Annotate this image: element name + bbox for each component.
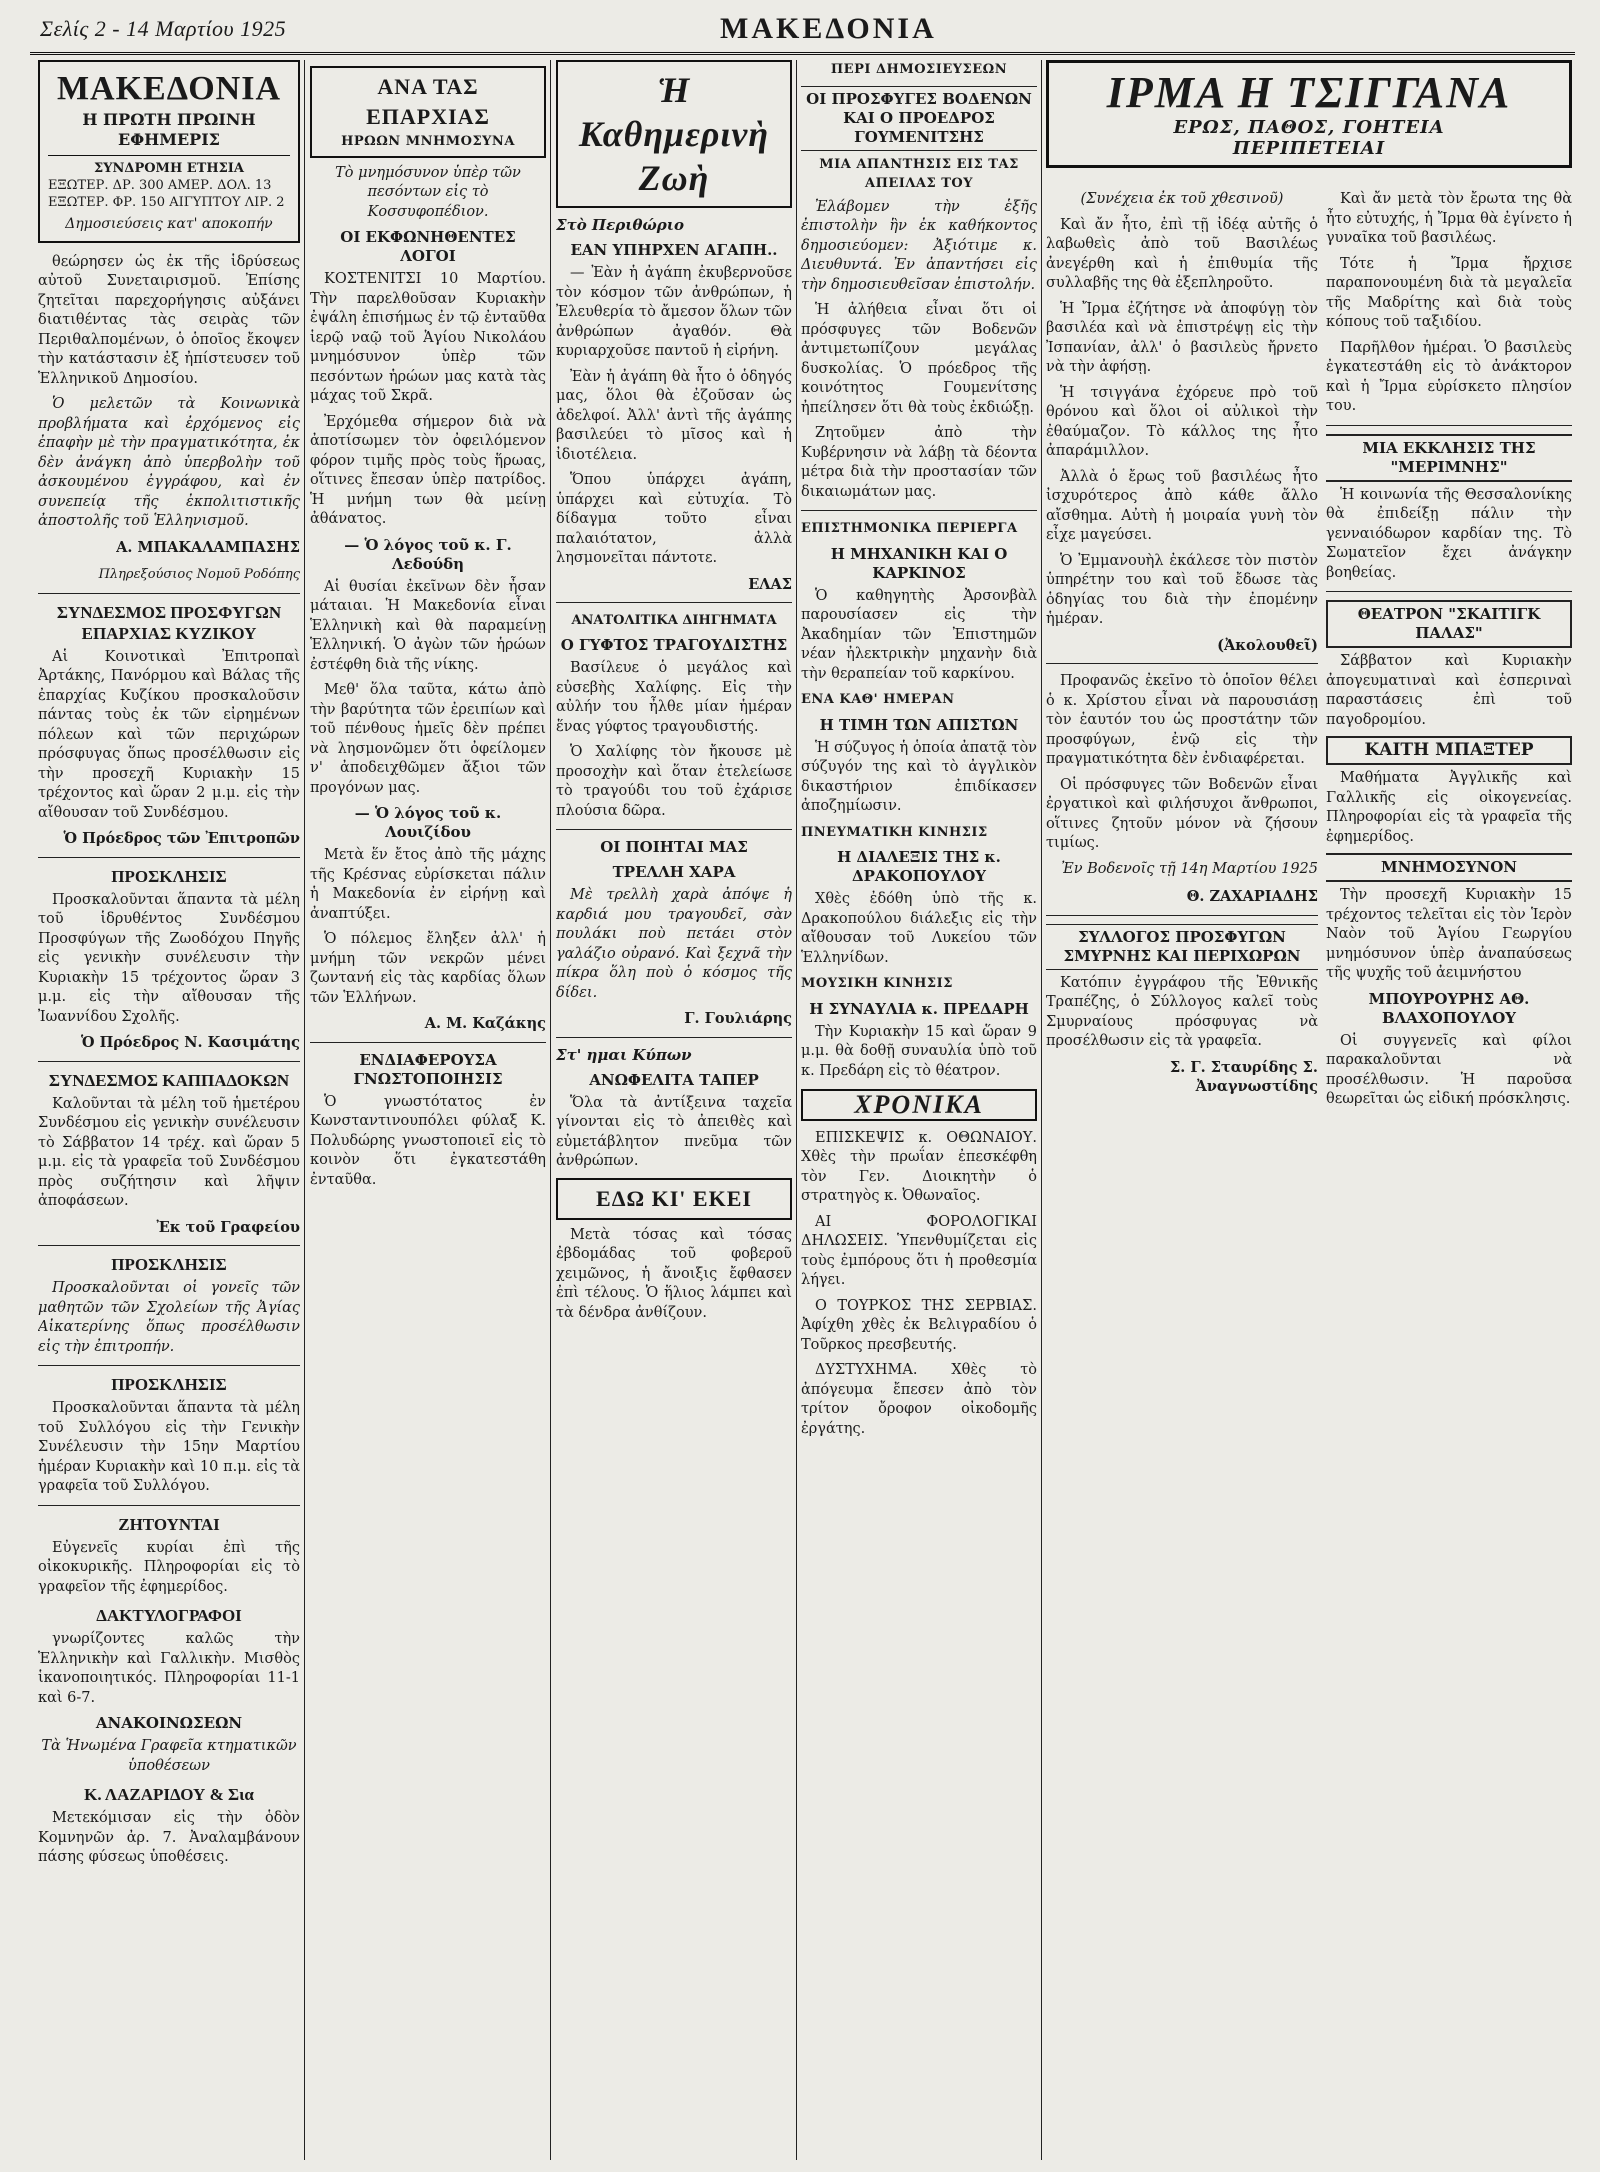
news-item: ΕΠΙΣΚΕΨΙΣ κ. ΟΘΩΝΑΙΟΥ. Χθὲς τὴν πρωΐαν ἐπεσκέφθη τὸν Γεν. Διοικητὴν ὁ στρατηγὸς κ. Ὀθωναῖος. <box>801 1129 1037 1204</box>
article-paragraph: Ὁ καθηγητὴς Ἀρσονβὰλ παρουσίασεν εἰς τὴν Ἀκαδημίαν τῶν Ἐπιστημῶν νέαν ἠλεκτρικὴν μηχανὴν διὰ τὴν θεραπείαν τοῦ καρκίνου. <box>801 587 1037 682</box>
serial-title-box <box>1046 60 1572 168</box>
article-subheading: — Ὁ λόγος τοῦ κ. Γ. Λεδούδη <box>344 535 512 573</box>
article-paragraph: ΚΟΣΤΕΝΙΤΣΙ 10 Μαρτίου. Τὴν παρελθοῦσαν Κυριακὴν ἐψάλη ἐπισήμως ἐν τῷ ἐνταῦθα ἱερῷ ναῷ τοῦ Ἁγίου Νικολάου μνημόσυνον ὑπὲρ τῶν πεσόντων ἡρώων μας κατὰ τὰς μάχας τοῦ Σκρᾶ. <box>310 271 546 404</box>
article-paragraph: Ἡ κοινωνία τῆς Θεσσαλονίκης θὰ ἐπιδείξῃ πάλιν τὴν γενναιόδωρον καρδίαν της. Τὸ Σωματεῖον ἔχει ἀνάγκην βοηθείας. <box>1326 486 1572 581</box>
article-heading: Η ΣΥΝΑΥΛΙΑ κ. ΠΡΕΔΑΡΗ <box>809 999 1029 1018</box>
article-paragraph: Ὁ μελετῶν τὰ Κοινωνικὰ προβλήματα καὶ ἐρχόμενος εἰς ἐπαφὴν μὲ τὴν πραγματικότητα, ἐκ δὲν ἀνάγκη ἀπὸ ὑπερβολὴν τοῦ ἀσκουμένου ἐγγράφου, καὶ ἐν συνεπείᾳ τῆς ἐκπολιτιστικῆς ἀποστολῆς τοῦ Ἑλληνισμοῦ. <box>38 396 300 529</box>
signature: Α. Μ. Καζάκης <box>424 1015 546 1032</box>
divider <box>556 1037 792 1038</box>
section-heading: ΣΥΝΔΕΣΜΟΣ ΚΑΠΠΑΔΟΚΩΝ <box>48 1070 290 1090</box>
divider <box>38 1061 300 1062</box>
section-heading: ΣΥΝΔΕΣΜΟΣ ΠΡΟΣΦΥΓΩΝ ΕΠΑΡΧΙΑΣ ΚΥΖΙΚΟΥ <box>56 602 282 643</box>
section-heading: ΖΗΤΟΥΝΤΑΙ <box>118 1514 220 1534</box>
section-heading: ΔΑΚΤΥΛΟΓΡΑΦΟΙ <box>96 1606 242 1625</box>
serial-subtitle: ΕΡΩΣ, ΠΑΘΟΣ, ΓΟΗΤΕΙΑ <box>1173 117 1445 138</box>
serial-continuation-note: (Συνέχεια ἐκ τοῦ χθεσινοῦ) <box>1080 191 1284 207</box>
article-paragraph: Αἱ Κοινοτικαὶ Ἐπιτροπαὶ Ἀρτάκης, Πανόρμου καὶ Βάλας τῆς ἐπαρχίας Κυζίκου προσκαλοῦσιν πάντας τοὺς ἐκ τῶν εἰρημένων πόλεων καὶ τῶν περιχώρων πρόσφυγας ὅπως προσέλθωσιν εἰς τὴν προσεχῆ Κυριακὴν 15 τρέχοντος καὶ ὥραν 2 μ.μ. εἰς τὴν αἴθουσαν τοῦ Συνδέσμου. <box>38 648 300 821</box>
serial-title: ΙΡΜΑ Η ΤΣΙΓΓΑΝΑ <box>1106 68 1512 117</box>
section-kicker: ΕΝΑ ΚΑΘ' ΗΜΕΡΑΝ <box>801 692 955 707</box>
article-subheading: ΜΙΑ ΑΠΑΝΤΗΣΙΣ ΕΙΣ ΤΑΣ ΑΠΕΙΛΑΣ ΤΟΥ <box>819 156 1019 191</box>
divider <box>38 593 300 594</box>
advert-heading: ΚΑΙΤΗ ΜΠΑΞΤΕΡ <box>1326 736 1572 765</box>
masthead <box>30 6 1575 55</box>
signature: Ἐκ τοῦ Γραφείου <box>156 1218 300 1236</box>
section-heading: ΠΡΟΣΚΛΗΣΙΣ <box>111 866 227 886</box>
section-subtitle: ΗΡΩΩΝ ΜΝΗΜΟΣΥΝΑ <box>341 134 515 149</box>
article-paragraph: Ὁ Χαλίφης τὸν ἤκουσε μὲ προσοχὴν καὶ ὅταν ἐτελείωσε τὸ τραγούδι του τοῦ ἐχάρισε πλούσια δῶρα. <box>556 744 792 819</box>
signature: Α. ΜΠΑΚΑΛΑΜΠΑΣΗΣ <box>116 538 300 556</box>
notice-heading: ΜΝΗΜΟΣΥΝΟΝ <box>1326 853 1572 882</box>
article-paragraph: Προσκαλοῦνται οἱ γονεῖς τῶν μαθητῶν τῶν Σχολείων τῆς Ἀγίας Αἰκατερίνης ὅπως προσέλθωσιν εἰς τὴν ἐπιτροπήν. <box>38 1280 300 1355</box>
article-paragraph: Ἐλάβομεν τὴν ἑξῆς ἐπιστολὴν ἣν ἐκ καθήκοντος δημοσιεύομεν: Ἀξιότιμε κ. Διευθυντά. Ἐν ἀπαντήσει εἰς τὴν δημοσιευθεῖσαν ἐπιστολήν. <box>801 198 1037 293</box>
section-title: ΑΝΑ ΤΑΣ ΕΠΑΡΧΙΑΣ <box>366 74 490 129</box>
column-3 <box>556 60 792 2160</box>
article-paragraph: Προφανῶς ἐκεῖνο τὸ ὁποῖον θέλει ὁ κ. Χρίστου εἶναι νὰ παρουσιάσῃ τὸν ἑαυτόν του ὡς προστάτην τῶν προσφύγων, ἐνῷ εἰς τὴν πραγματικότητα δὲν ἐνδιαφέρεται. <box>1046 673 1318 767</box>
nameplate-box <box>38 60 300 243</box>
article-paragraph: Προσκαλοῦνται ἅπαντα τὰ μέλη τοῦ Συλλόγου εἰς τὴν Γενικὴν Συνέλευσιν τὴν 15ην Μαρτίου ἡμέραν Κυριακὴν καὶ 10 π.μ. εἰς τὰ γραφεῖα τοῦ Συλλόγου. <box>38 1400 300 1494</box>
article-heading: ΜΙΑ ΕΚΚΛΗΣΙΣ ΤΗΣ "ΜΕΡΙΜΝΗΣ" <box>1326 434 1572 482</box>
article-paragraph: Οἱ συγγενεῖς καὶ φίλοι παρακαλοῦνται νὰ προσέλθωσιν. Ἡ παροῦσα θεωρεῖται ὡς εἰδική πρόσκλησις. <box>1326 1032 1572 1107</box>
signature: Σ. Γ. Σταυρίδης Σ. Ἀναγνωστίδης <box>1169 1058 1318 1095</box>
divider <box>38 1505 300 1506</box>
signature: Ὁ Πρόεδρος Ν. Κασιμάτης <box>80 1034 300 1051</box>
article-paragraph: Κατόπιν ἐγγράφου τῆς Ἐθνικῆς Τραπέζης, ὁ Σύλλογος καλεῖ τοὺς Σμυρναίους πρόσφυγας νὰ προσέλθωσιν εἰς τὰ γραφεῖα. <box>1046 974 1318 1049</box>
article-paragraph: Ὁ γνωστότατος ἐν Κωνσταντινουπόλει φύλαξ Κ. Πολυδώρης γνωστοποιεῖ εἰς τὸ κοινὸν ὅτι ἐγκατεστάθη ἐνταῦθα. <box>310 1093 546 1188</box>
article-paragraph: Εὐγενεῖς κυρίαι ἐπὶ τῆς οἰκοκυρικῆς. Πληροφορίαι εἰς τὸ γραφεῖον τῆς ἐφημερίδος. <box>38 1539 300 1595</box>
signature: Ὁ Πρόεδρος τῶν Ἐπιτροπῶν <box>63 830 300 847</box>
signature: Θ. ΖΑΧΑΡΙΑΔΗΣ <box>1186 888 1318 905</box>
section-title-kathimerini: Ἡ Καθημερινὴ Ζωὴ <box>556 60 792 208</box>
section-title: ΕΔΩ ΚΙ' ΕΚΕΙ <box>596 1185 752 1211</box>
article-paragraph: Μετεκόμισαν εἰς τὴν ὁδὸν Κομνηνῶν ἀρ. 7. Ἀναλαμβάνουν πάσης φύσεως ὑποθέσεις. <box>38 1810 300 1865</box>
article-paragraph: Ἡ σύζυγος ἡ ὁποία ἀπατᾷ τὸν σύζυγόν της καὶ τὸ ἀγγλικὸν δικαστήριον ἐπιδίκασεν ἀποζημίωσιν. <box>801 739 1037 814</box>
article-paragraph: Χθὲς ἐδόθη ὑπὸ τῆς κ. Δρακοπούλου διάλεξις εἰς τὴν αἴθουσαν τοῦ Λυκείου τῶν Ἑλληνίδων. <box>801 891 1037 966</box>
article-paragraph: — Ἐὰν ἡ ἀγάπη ἐκυβερνοῦσε τὸν κόσμον τῶν ἀνθρώπων, ἡ Ἐλευθερία τὸ ἄμεσον ὅλων τῶν ἀνθρώπων ἀγαθόν. Θὰ κυριαρχοῦσε παντοῦ ἡ εἰρήνη. <box>556 265 792 359</box>
serial-paragraph: Ὁ Ἐμμανουὴλ ἐκάλεσε τὸν πιστὸν ὑπηρέτην του καὶ τοῦ ἔδωσε τὰς ὁδηγίας του διὰ τὴν ἐπομένην ἡμέραν. <box>1046 552 1318 627</box>
article-heading: Η ΤΙΜΗ ΤΩΝ ΑΠΙΣΤΩΝ <box>819 715 1019 734</box>
article-heading: Ο ΓΥΦΤΟΣ ΤΡΑΓΟΥΔΙΣΤΗΣ <box>560 636 788 654</box>
serial-paragraph: Τότε ἡ Ἴρμα ἤρχισε παραπονουμένη διὰ τὰ μεγαλεῖα τῆς Μαδρίτης καὶ διὰ τοὺς κόπους τοῦ ταξιδίου. <box>1326 255 1572 330</box>
section-header-box <box>310 66 546 158</box>
deceased-name: ΜΠΟΥΡΟΥΡΗΣ ΑΘ. ΒΛΑΧΟΠΟΥΛΟΥ <box>1368 989 1530 1027</box>
divider <box>38 857 300 858</box>
divider <box>1326 591 1572 592</box>
column-rule <box>796 60 797 2160</box>
paper-name: ΜΑΚΕΔΟΝΙΑ <box>720 12 937 45</box>
column-rule <box>304 60 305 2160</box>
article-paragraph: Ζητοῦμεν ἀπὸ τὴν Κυβέρνησιν νὰ λάβῃ τὰ δέοντα μέτρα διὰ τὴν προστασίαν τῶν δικαιωμάτων μας. <box>801 425 1037 500</box>
advert-heading: ΘΕΑΤΡΟΝ "ΣΚΑΙΤΙΓΚ ΠΑΛΑΣ" <box>1326 600 1572 648</box>
divider <box>38 1365 300 1366</box>
divider <box>1326 425 1572 426</box>
serial-paragraph: Καὶ ἄν μετὰ τὸν ἔρωτα της θὰ ἦτο εὐτυχής, ἡ Ἴρμα θὰ ἐγίνετο ἡ γυναῖκα τοῦ βασιλέως. <box>1326 191 1572 246</box>
article-paragraph: Μετὰ τόσας καὶ τόσας ἐβδομάδας τοῦ φοβεροῦ χειμῶνος, ἡ ἄνοιξις ἔφθασεν ἐπὶ τέλους. Ὁ ἥλιος λάμπει καὶ τὰ δένδρα ἀνθίζουν. <box>556 1226 792 1321</box>
article-heading: ΟΙ ΠΡΟΣΦΥΓΕΣ ΒΟΔΕΝΩΝ ΚΑΙ Ο ΠΡΟΕΔΡΟΣ ΓΟΥΜΕΝΙΤΣΗΣ <box>801 86 1037 151</box>
article-paragraph: Καλοῦνται τὰ μέλη τοῦ ἡμετέρου Συνδέσμου εἰς γενικὴν συνέλευσιν τὸ Σάββατον 14 τρέχ. καὶ ὥραν 5 μ.μ. εἰς τὰ γραφεῖα τοῦ Συνδέσμου πρὸς συζήτησιν καὶ λῆψιν ἀποφάσεων. <box>38 1095 300 1209</box>
date-page-line: Σελίς 2 - 14 Μαρτίου 1925 <box>40 16 287 41</box>
article-paragraph: Μετὰ ἕν ἔτος ἀπὸ τῆς μάχης τῆς Κρέσνας εὐρίσκεται πάλιν ἡ Μακεδονία ἐν εἰρήνῃ καὶ ἀναπτύξει. <box>310 847 546 922</box>
dateline: Ἐν Βοδενοῖς τῇ 14η Μαρτίου 1925 <box>1061 860 1318 877</box>
section-title-chronika: ΧΡΟΝΙΚΑ <box>801 1089 1037 1121</box>
nameplate-subtitle: Η ΠΡΩΤΗ ΠΡΩΙΝΗ ΕΦΗΜΕΡΙΣ <box>82 110 256 149</box>
section-heading: ΑΝΑΤΟΛΙΤΙΚΑ ΔΙΗΓΗΜΑΤΑ <box>571 613 777 628</box>
article-paragraph: Ὁ πόλεμος ἔληξεν ἀλλ' ἡ μνήμη τῶν νεκρῶν μένει ζωντανή εἰς τὰς καρδίας ὅλων τῶν Ἑλλήνων. <box>310 931 546 1006</box>
article-paragraph: Μεθ' ὅλα ταῦτα, κάτω ἀπὸ τὴν βαρύτητα τῶν ἐρειπίων καὶ τοῦ πένθους ἡμεῖς δὲν πρέπει νὰ λησμονῶμεν ὅτι ὀφείλομεν ν' ἀποδειχθῶμεν ἄξιοι τῶν προγόνων μας. <box>310 682 546 796</box>
news-item: ΔΥΣΤΥΧΗΜΑ. Χθὲς τὸ ἀπόγευμα ἔπεσεν ἀπὸ τὸν τρίτον ὄροφον οἰκοδομῆς ἐργάτης. <box>801 1362 1037 1437</box>
section-kicker: ΠΕΡΙ ΔΗΜΟΣΙΕΥΣΕΩΝ <box>830 62 1008 77</box>
article-paragraph: Βασίλευε ὁ μεγάλος καὶ εὐσεβὴς Χαλίφης. Εἰς τὴν αὐλήν του ἦλθε μίαν ἡμέραν ἕνας γύφτος τραγουδιστής. <box>556 660 792 735</box>
article-paragraph: Τὴν Κυριακὴν 15 καὶ ὥραν 9 μ.μ. θὰ δοθῇ συναυλία ὑπὸ τοῦ κ. Πρεδάρη εἰς τὸ θέατρον. <box>801 1023 1037 1079</box>
signature: ΕΛΑΣ <box>748 575 792 593</box>
divider <box>556 602 792 603</box>
column-5 <box>1046 190 1318 2160</box>
article-paragraph: γνωρίζοντες καλῶς τὴν Ἑλληνικὴν καὶ Γαλλικὴν. Μισθὸς ἱκανοποιητικός. Πληροφορίαι 11-1 καὶ 6-7. <box>38 1631 300 1706</box>
serial-paragraph: Ἡ τσιγγάνα ἐχόρευε πρὸ τοῦ θρόνου καὶ ὅλοι οἱ αὐλικοὶ τὴν ἐθαύμαζον. Τὸ κάλλος της ἦτο ἀπαράμιλλον. <box>1046 384 1318 459</box>
rates-line: ΕΞΩΤΕΡ. ΦΡ. 150 ΑΙΓΥΠΤΟΥ ΛΙΡ. 2 <box>48 195 285 210</box>
column-6 <box>1326 190 1572 2160</box>
divider <box>1046 663 1318 664</box>
rates-header: ΣΥΝΔΡΟΜΗ ΕΤΗΣΙΑ <box>94 161 244 176</box>
poem-text: Μὲ τρελλὴ χαρὰ ἀπόψε ἡ καρδιά μου τραγουδεῖ, σὰν πουλάκι ποὺ πετάει στὸν γαλάζιο οὐρανό. Καὶ ξεχνᾶ τὴν πίκρα ὅλη ποὺ ὁ κόσμος τῆς δίδει. <box>556 887 792 1001</box>
section-heading: ΟΙ ΠΟΙΗΤΑΙ ΜΑΣ <box>600 838 748 856</box>
section-kicker: ΕΠΙΣΤΗΜΟΝΙΚΑ ΠΕΡΙΕΡΓΑ <box>801 521 1018 536</box>
article-heading: ΤΡΕΛΛΗ ΧΑΡΑ <box>612 863 736 881</box>
divider <box>556 829 792 830</box>
article-paragraph: Αἱ θυσίαι ἐκεῖνων δὲν ἦσαν μάταιαι. Ἡ Μακεδονία εἶναι Ἑλληνικὴ καὶ θὰ παραμείνῃ Ἑλληνική. Ὁ ἀγὼν τῶν ἡρώων ἐστέφθη διὰ τῆς νίκης. <box>310 578 546 673</box>
article-lead: Τὸ μνημόσυνον ὑπὲρ τῶν πεσόντων εἰς τὸ Κοσσυφοπέδιον. <box>335 164 521 220</box>
article-paragraph: Προσκαλοῦνται ἅπαντα τὰ μέλη τοῦ ἱδρυθέντος Συνδέσμου Προσφύγων τῆς Ζωοδόχου Πηγῆς εἰς γενικὴν συνέλευσιν τὴν Κυριακὴν 15 τρέχοντος ὥραν 3 μ.μ. εἰς τὴν αἴθουσαν τῆς Ἰωαννίδου Σχολῆς. <box>38 891 300 1025</box>
advert-name: Κ. ΛΑΖΑΡΙΔΟΥ & Σια <box>84 1785 254 1804</box>
article-paragraph: Ὅπου ὑπάρχει ἀγάπη, ὑπάρχει καὶ εὐτυχία. Τὸ δίδαγμα τοῦτο εἶναι παλαιότατον, ἀλλὰ λησμονεῖται πάντοτε. <box>556 472 792 566</box>
signature: Γ. Γουλιάρης <box>684 1010 792 1027</box>
section-heading: ΠΡΟΣΚΛΗΣΙΣ <box>111 1375 227 1394</box>
article-heading: ΕΑΝ ΥΠΗΡΧΕΝ ΑΓΑΠΗ.. <box>570 241 778 259</box>
news-item: Ο ΤΟΥΡΚΟΣ ΤΗΣ ΣΕΡΒΙΑΣ. Ἀφίχθη χθὲς ἐκ Βελιγραδίου ὁ Τοῦρκος πρεσβευτής. <box>801 1297 1037 1353</box>
serial-paragraph: Ἀλλὰ ὁ ἔρως τοῦ βασιλέως ἦτο ἰσχυρότερος ἀπὸ κάθε ἄλλο αἴσθημα. Αὐτὴ ἡ μοιραία γυνὴ τὸν εἶχε μαγεύσει. <box>1046 468 1318 543</box>
article-paragraph: Ἐρχόμεθα σήμερον διὰ νὰ ἀποτίσωμεν τὸν ὀφειλόμενον φόρον τιμῆς πρὸς τοὺς ἥρωας, οἵτινες ἔπεσαν ὑπὲρ πατρίδος. Ἡ μνήμη των θὰ μείνῃ ἀθάνατος. <box>310 413 546 527</box>
article-paragraph: Τὴν προσεχῆ Κυριακὴν 15 τρέχοντος τελεῖται εἰς τὸν Ἱερὸν Ναὸν τοῦ Ἁγίου Γεωργίου μνημόσυνον ὑπὲρ ἀναπαύσεως τῆς ψυχῆς τοῦ ἀειμνήστου <box>1326 887 1572 981</box>
column-4 <box>801 60 1037 2160</box>
article-heading: ΕΝΔΙΑΦΕΡΟΥΣΑ ΓΝΩΣΤΟΠΟΙΗΣΙΣ <box>353 1050 503 1088</box>
section-header-box <box>556 1178 792 1220</box>
news-item: ΑΙ ΦΟΡΟΛΟΓΙΚΑΙ ΔΗΛΩΣΕΙΣ. Ὑπενθυμίζεται εἰς τοὺς ἐμπόρους ὅτι ἡ προθεσμία λήγει. <box>801 1213 1037 1288</box>
rates-note: Δημοσιεύσεις κατ' αποκοπήν <box>65 216 273 232</box>
signature-subtitle: Πληρεξούσιος Νομοῦ Ροδόπης <box>98 567 300 582</box>
article-heading: Η ΜΗΧΑΝΙΚΗ ΚΑΙ Ο ΚΑΡΚΙΝΟΣ <box>830 544 1008 582</box>
column-2 <box>310 60 546 2160</box>
article-paragraph: Τὰ Ἡνωμένα Γραφεῖα κτηματικῶν ὑποθέσεων <box>41 1738 297 1774</box>
divider <box>38 1245 300 1246</box>
section-heading: ΠΡΟΣΚΛΗΣΙΣ <box>111 1255 227 1274</box>
article-heading: ΑΝΩΦΕΛΙΤΑ ΤΑΠΕΡ <box>589 1070 759 1089</box>
serial-paragraph: Παρῆλθον ἡμέραι. Ὁ βασιλεὺς ἐγκατεστάθη εἰς τὸ ἀνάκτορον καὶ ἡ Ἴρμα εὑρίσκετο πλησίον του. <box>1326 339 1572 414</box>
serial-paragraph: Καὶ ἄν ἦτο, ἐπὶ τῇ ἰδέᾳ αὐτῆς ὁ λαβωθεὶς ἀπὸ τοῦ Βασιλέως ἀνεγέρθη καὶ ἡ ἐπιθυμία τῆς συλλαβῆς της θὰ ἐξεπληροῦτο. <box>1046 216 1318 291</box>
divider <box>1046 915 1318 916</box>
article-paragraph: Μαθήματα Ἀγγλικῆς καὶ Γαλλικῆς εἰς οἰκογενείας. Πληροφορίαι εἰς τὰ γραφεῖα τῆς ἐφημερίδος. <box>1326 770 1572 845</box>
article-heading: ΣΥΛΛΟΓΟΣ ΠΡΟΣΦΥΓΩΝ ΣΜΥΡΝΗΣ ΚΑΙ ΠΕΡΙΧΩΡΩΝ <box>1046 924 1318 970</box>
section-heading: Στ' ημαι Κύπων <box>556 1045 692 1064</box>
serial-banner-area <box>1046 60 1572 178</box>
article-heading: ΟΙ ΕΚΦΩΝΗΘΕΝΤΕΣ ΛΟΓΟΙ <box>340 228 516 265</box>
serial-subtitle: ΠΕΡΙΠΕΤΕΙΑΙ <box>1232 138 1386 159</box>
column-rule <box>550 60 551 2160</box>
article-paragraph: Ἡ ἀλήθεια εἶναι ὅτι οἱ πρόσφυγες τῶν Βοδενῶν ἀντιμετωπίζουν μεγάλας δυσκολίας. Ὁ πρόεδρος τῆς κοινότητος Γουμενίτσης ἠπείλησεν ὅτι θὰ τοὺς ἐκδιώξῃ. <box>801 302 1037 416</box>
section-heading: Στὸ Περιθώριο <box>556 216 684 234</box>
section-kicker: ΠΝΕΥΜΑΤΙΚΗ ΚΙΝΗΣΙΣ <box>801 824 988 840</box>
article-paragraph: Οἱ πρόσφυγες τῶν Βοδενῶν εἶναι ἐργατικοὶ καὶ φιλήσυχοι ἄνθρωποι, οἵτινες ζητοῦν μόνον νὰ ζήσουν τιμίως. <box>1046 776 1318 851</box>
article-paragraph: Σάββατον καὶ Κυριακὴν ἀπογευματιναὶ καὶ ἑσπεριναὶ παραστάσεις ἐπὶ τοῦ παγοδρομίου. <box>1326 653 1572 728</box>
nameplate-title: ΜΑΚΕΔΟΝΙΑ <box>56 70 282 107</box>
article-paragraph: Ἐὰν ἡ ἀγάπη θὰ ἦτο ὁ ὁδηγός μας, ὅλοι θὰ ἐζοῦσαν ὡς ἀδελφοί. Ἀλλ' ἀντὶ τῆς ἀγάπης βασιλεύει τὸ μῖσος καὶ ἡ ἰδιοτέλεια. <box>556 368 792 463</box>
article-paragraph: θεώρησεν ὡς ἐκ τῆς ἱδρύσεως αὐτοῦ Συνεταιρισμοῦ. Ἐπίσης ζητεῖται παρεχορήγησις αὐξάνει διατιθέντας τὰς σειρὰς τῶν Περιθαλπομένων, ὁ ὁποῖος ἔκοψεν τὴν κατάστασιν ἐξ ἠπίστευσεν τοῦ Ἑλληνικοῦ Δημοσίου. <box>38 253 300 387</box>
serial-paragraph: Ἡ Ἴρμα ἐζήτησε νὰ ἀποφύγῃ τὸν βασιλέα καὶ νὰ ἐπιστρέψῃ εἰς τὴν Ἰσπανίαν, ἀλλ' ὁ βασιλεὺς ἤρνετο νὰ τὴν ἀφήσῃ. <box>1046 300 1318 375</box>
divider <box>310 1042 546 1043</box>
section-kicker: ΜΟΥΣΙΚΗ ΚΙΝΗΣΙΣ <box>801 976 953 991</box>
column-1 <box>38 60 300 2160</box>
column-rule <box>1041 60 1042 2160</box>
article-heading: Η ΔΙΑΛΕΞΙΣ ΤΗΣ κ. ΔΡΑΚΟΠΟΥΛΟΥ <box>837 848 1001 885</box>
subscription-rates <box>48 155 290 211</box>
article-subheading: — Ὁ λόγος τοῦ κ. Λουιζίδου <box>354 804 502 841</box>
serial-to-be-continued: (Ἀκολουθεῖ) <box>1217 636 1318 654</box>
section-heading: ΑΝΑΚΟΙΝΩΣΕΩΝ <box>95 1714 243 1732</box>
article-paragraph: Ὅλα τὰ ἀντίξεινα ταχεῖα γίνονται εἰς τὸ ἀπειθὲς καὶ εὐμετάβλητον πνεῦμα τῶν ἀνθρώπων. <box>556 1094 792 1169</box>
divider <box>801 510 1037 511</box>
rates-line: ΕΞΩΤΕΡ. ΔΡ. 300 ΑΜΕΡ. ΔΟΛ. 13 <box>48 178 272 193</box>
